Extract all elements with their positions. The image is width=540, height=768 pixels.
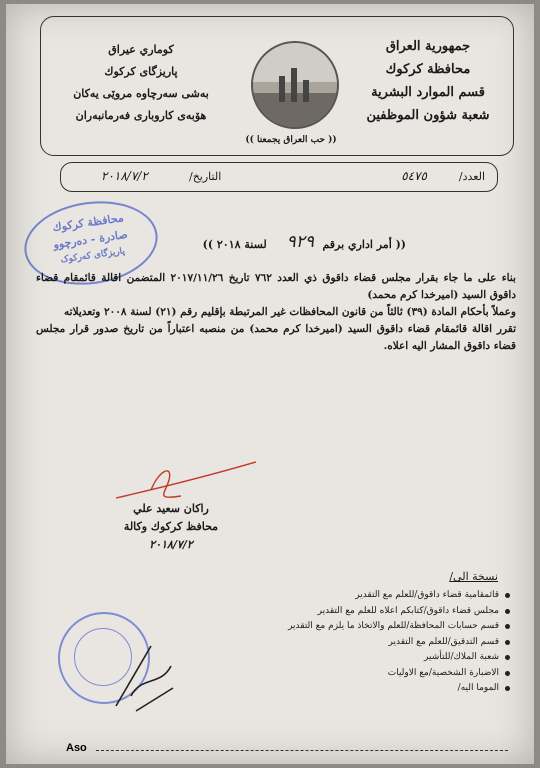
bullet-icon — [505, 593, 510, 598]
letterhead-line: جمهورية العراق — [385, 39, 471, 54]
date-value: ٢٠١٨/٧/٢ — [101, 169, 148, 183]
bullet-icon — [505, 655, 510, 660]
letterhead — [40, 16, 514, 156]
letterhead-line: محافظة كركوك — [385, 62, 471, 77]
governorate-emblem-icon — [251, 41, 339, 129]
signature-date: ٢٠١٨/٧/٢ — [149, 538, 193, 551]
list-item-text: شعبة الملاك/للتأشير — [424, 652, 499, 662]
motto: (( حب العراق يجمعنا )) — [245, 135, 337, 145]
order-title-text: (( أمر اداري برقم — [322, 238, 406, 251]
list-item-text: الموما اليه/ — [457, 683, 499, 693]
body-paragraph: تقرر اقالة قائمقام قضاء داقوق السيد (اميرخدا كرم محمد) من منصبه اعتباراً من تاريخ صدور قرار مجلس قضاء داقوق المشار اليه اعلاه. — [36, 323, 516, 352]
signature-block — [106, 500, 236, 554]
list-item — [190, 666, 510, 682]
body-paragraph: بناء على ما جاء بقرار مجلس قضاء داقوق ذي العدد ٧٦٢ تاريخ ٢٠١٧/١١/٢٦ المتضمن اقالة قائمقام قضاء داقوق السيد (اميرخدا كرم محمد) — [36, 272, 516, 301]
order-year: لسنة ٢٠١٨ )) — [202, 238, 267, 251]
bullet-icon — [505, 624, 510, 629]
bullet-icon — [505, 671, 510, 676]
list-item-text: مجلس قضاء داقوق/كتابكم اعلاه للعلم مع التقدير — [317, 605, 499, 616]
body-paragraph: وعملاً بأحكام المادة (٣٩) ثالثاً من قانون المحافظات غير المرتبطة بإقليم رقم (٢١) لسنة ٢٠٠٨ وتعديلاته — [64, 306, 516, 318]
bullet-icon — [505, 609, 510, 614]
letterhead-line: پاريزگاى كركوك — [104, 65, 178, 78]
footer-divider — [96, 750, 508, 751]
footer-aso: Aso — [66, 742, 87, 754]
letterhead-arabic — [353, 35, 503, 127]
signatory-name: راكان سعيد علي — [133, 502, 209, 515]
list-item — [190, 681, 510, 697]
list-item — [190, 604, 510, 620]
letterhead-line: هۆبەى كاروباری فەرمانبەران — [75, 109, 207, 122]
copies-list — [190, 588, 510, 697]
bullet-icon — [505, 640, 510, 645]
list-item — [190, 650, 510, 666]
list-item-text: قائمقامية قضاء داقوق/للعلم مع التقدير — [355, 590, 499, 600]
list-item-text: قسم حسابات المحافظة/للعلم والاتخاذ ما يلزم مع التقدير — [288, 621, 499, 631]
date-label: التاريخ/ — [189, 170, 222, 183]
list-item-text: الاضبارة الشخصية/مع الاوليات — [387, 667, 499, 678]
stamp-line: پاریزگای کەرکوک — [60, 246, 126, 266]
order-body — [36, 270, 516, 355]
copies-title: نسخة الى/ — [449, 570, 498, 583]
stamp-line: صادرة - دەرچوو — [52, 227, 129, 252]
list-item — [190, 635, 510, 651]
signatory-title: محافظ كركوك وكالة — [123, 520, 219, 533]
stamp-line: محافظة كركوك — [51, 211, 125, 235]
initials-scribble — [111, 636, 181, 716]
bullet-icon — [505, 686, 510, 691]
number-label: العدد/ — [458, 170, 485, 183]
list-item-text: قسم التدقيق/للعلم مع التقدير — [388, 636, 499, 647]
list-item — [190, 588, 510, 604]
list-item — [190, 619, 510, 635]
letterhead-line: شعبة شؤون الموظفين — [366, 108, 490, 123]
reference-bar — [60, 162, 498, 192]
number-value: ٥٤٧٥ — [401, 169, 427, 183]
letterhead-line: بەشى سەرچاوه مروێی یەكان — [73, 87, 209, 100]
letterhead-kurdish — [51, 39, 231, 127]
letterhead-line: قسم الموارد البشرية — [371, 85, 485, 100]
letterhead-line: كوماري عيراق — [108, 43, 174, 56]
order-number: ٩٢٩ — [286, 232, 314, 252]
document-page — [6, 4, 534, 764]
